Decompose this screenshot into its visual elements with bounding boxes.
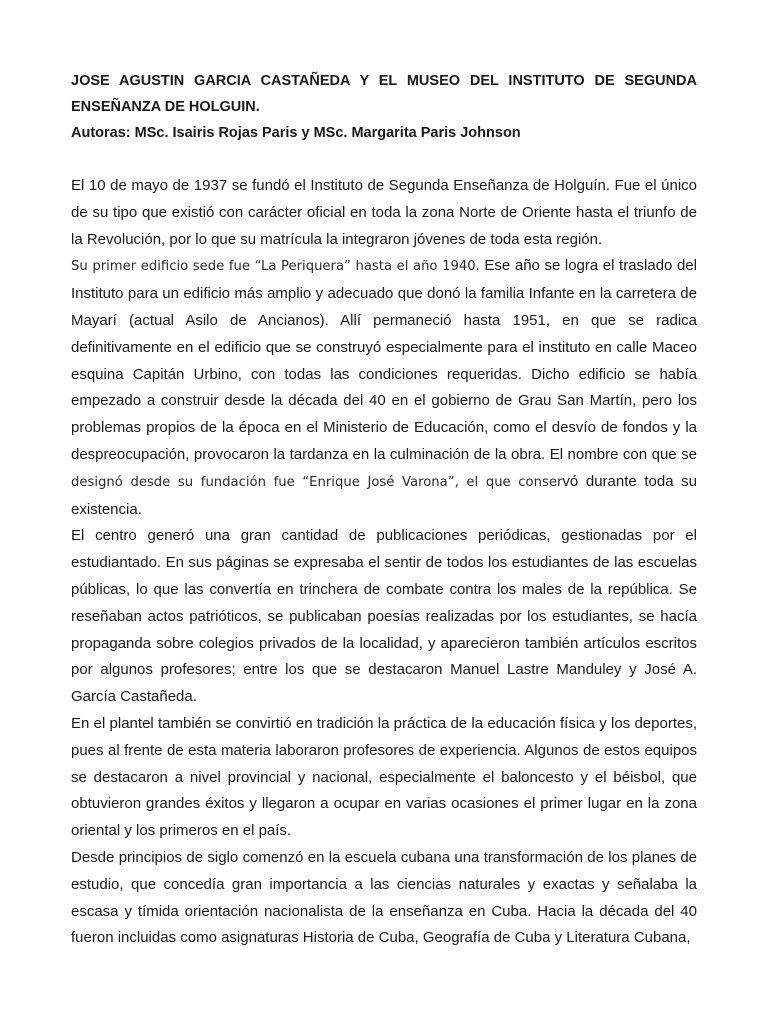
paragraph-publications: El centro generó una gran cantidad de publicaciones periódicas, gestionadas por el estudiantado. En sus páginas se expresaba el sentir de todos los estudiantes de las escuelas públicas, lo que las convertía en trinchera de combate contra los males de la república. Se reseñaban actos patrióticos, se publicaban poesías realizadas por los estudiantes, se hacía propaganda sobre colegios privados de la localidad, y aparecieron también artículos escritos por algunos profesores; entre los que se destacaron Manuel Lastre Manduley y José A. García Castañeda. xyxy=(71,527,697,706)
paragraph-buildings xyxy=(71,253,697,523)
paragraph-buildings-part-1: Su primer edificio sede fue “La Periquera” hasta el año 1940. xyxy=(71,259,480,275)
paragraph-curriculum: Desde principios de siglo comenzó en la escuela cubana una transformación de los planes de estudio, que concedía gran importancia a las ciencias naturales y exactas y señalaba la escasa y tímida orientación nacionalista de la enseñanza en Cuba. Hacia la década del 40 fueron incluidas como asignaturas Historia de Cuba, Geografía de Cuba y Literatura Cubana, xyxy=(71,848,697,947)
paragraph-sports: En el plantel también se convirtió en tradición la práctica de la educación física y los deportes, pues al frente de esta materia laboraron profesores de experiencia. Algunos de estos equipos se destacaron a nivel provincial y nacional, especialmente el baloncesto y el béisbol, que obtuvieron grandes éxitos y llegaron a ocupar en varias ocasiones el primer lugar en la zona oriental y los primeros en el país. xyxy=(71,714,697,840)
document-page xyxy=(71,68,697,952)
document-title: JOSE AGUSTIN GARCIA CASTAÑEDA Y EL MUSEO DEL INSTITUTO DE SEGUNDA ENSEÑANZA DE HOLGUIN. xyxy=(71,73,697,115)
paragraph-buildings-part-2: Ese año se logra el traslado del Instituto para un edificio más amplio y adecuado que donó la familia Infante en la carretera de Mayarí (actual Asilo de Ancianos). Allí permaneció hasta 1951, en que se radica definitivamente en el edificio que se construyó especialmente para el instituto en calle Maceo esquina Capitán Urbino, con todas las condiciones requeridas. Dicho edificio se había empezado a construir desde la década del 40 en el gobierno de Grau San Martín, pero los problemas propios de la época en el Ministerio de Educación, como el desvío de fondos y la despreocupación, provocaron la tardanza en la culminación de la obra. El nombre con que se xyxy=(71,257,697,463)
paragraph-buildings-part-4: vó durante toda su existencia. xyxy=(71,472,697,518)
document-authors: Autoras: MSc. Isairis Rojas Paris y MSc. Margarita Paris Johnson xyxy=(71,125,521,141)
paragraph-founding: El 10 de mayo de 1937 se fundó el Instituto de Segunda Enseñanza de Holguín. Fue el único de su tipo que existió con carácter oficial en toda la zona Norte de Oriente hasta el triunfo de la Revolución, por lo que su matrícula la integraron jóvenes de toda esta región. xyxy=(71,177,697,248)
paragraph-buildings-part-3: designó desde su fundación fue “Enrique José Varona”, el que conser xyxy=(71,474,563,490)
